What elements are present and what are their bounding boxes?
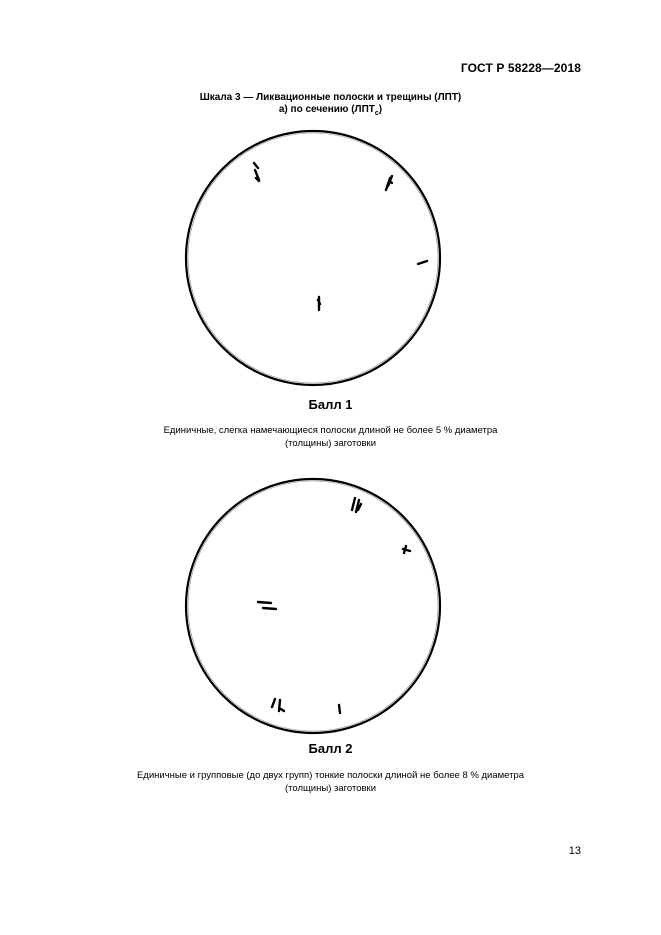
figure-caption-ball-2: Единичные и групповые (до двух групп) тонкие полоски длиной не более 8 % диаметра (толщины) заготовки (136, 770, 525, 794)
standard-number: ГОСТ Р 58228—2018 (460, 61, 581, 75)
segregation-streak (258, 498, 410, 713)
segregation-streak (254, 163, 427, 310)
page-number: 13 (568, 845, 581, 857)
figure-label-ball-1: Балл 1 (308, 397, 353, 412)
figure-caption-ball-1: Единичные, слегка намечающиеся полоски длиной не более 5 % диаметра (толщины) заготовки (163, 425, 498, 449)
scale-title-line1: Шкала 3 — Ликвационные полоски и трещины (ЛПТ) (199, 92, 462, 103)
scale-title (0, 92, 661, 120)
figure-label-ball-2: Балл 2 (308, 741, 353, 756)
scale-title-line2: а) по сечению $(ЛПТ_с)$ (278, 104, 383, 117)
